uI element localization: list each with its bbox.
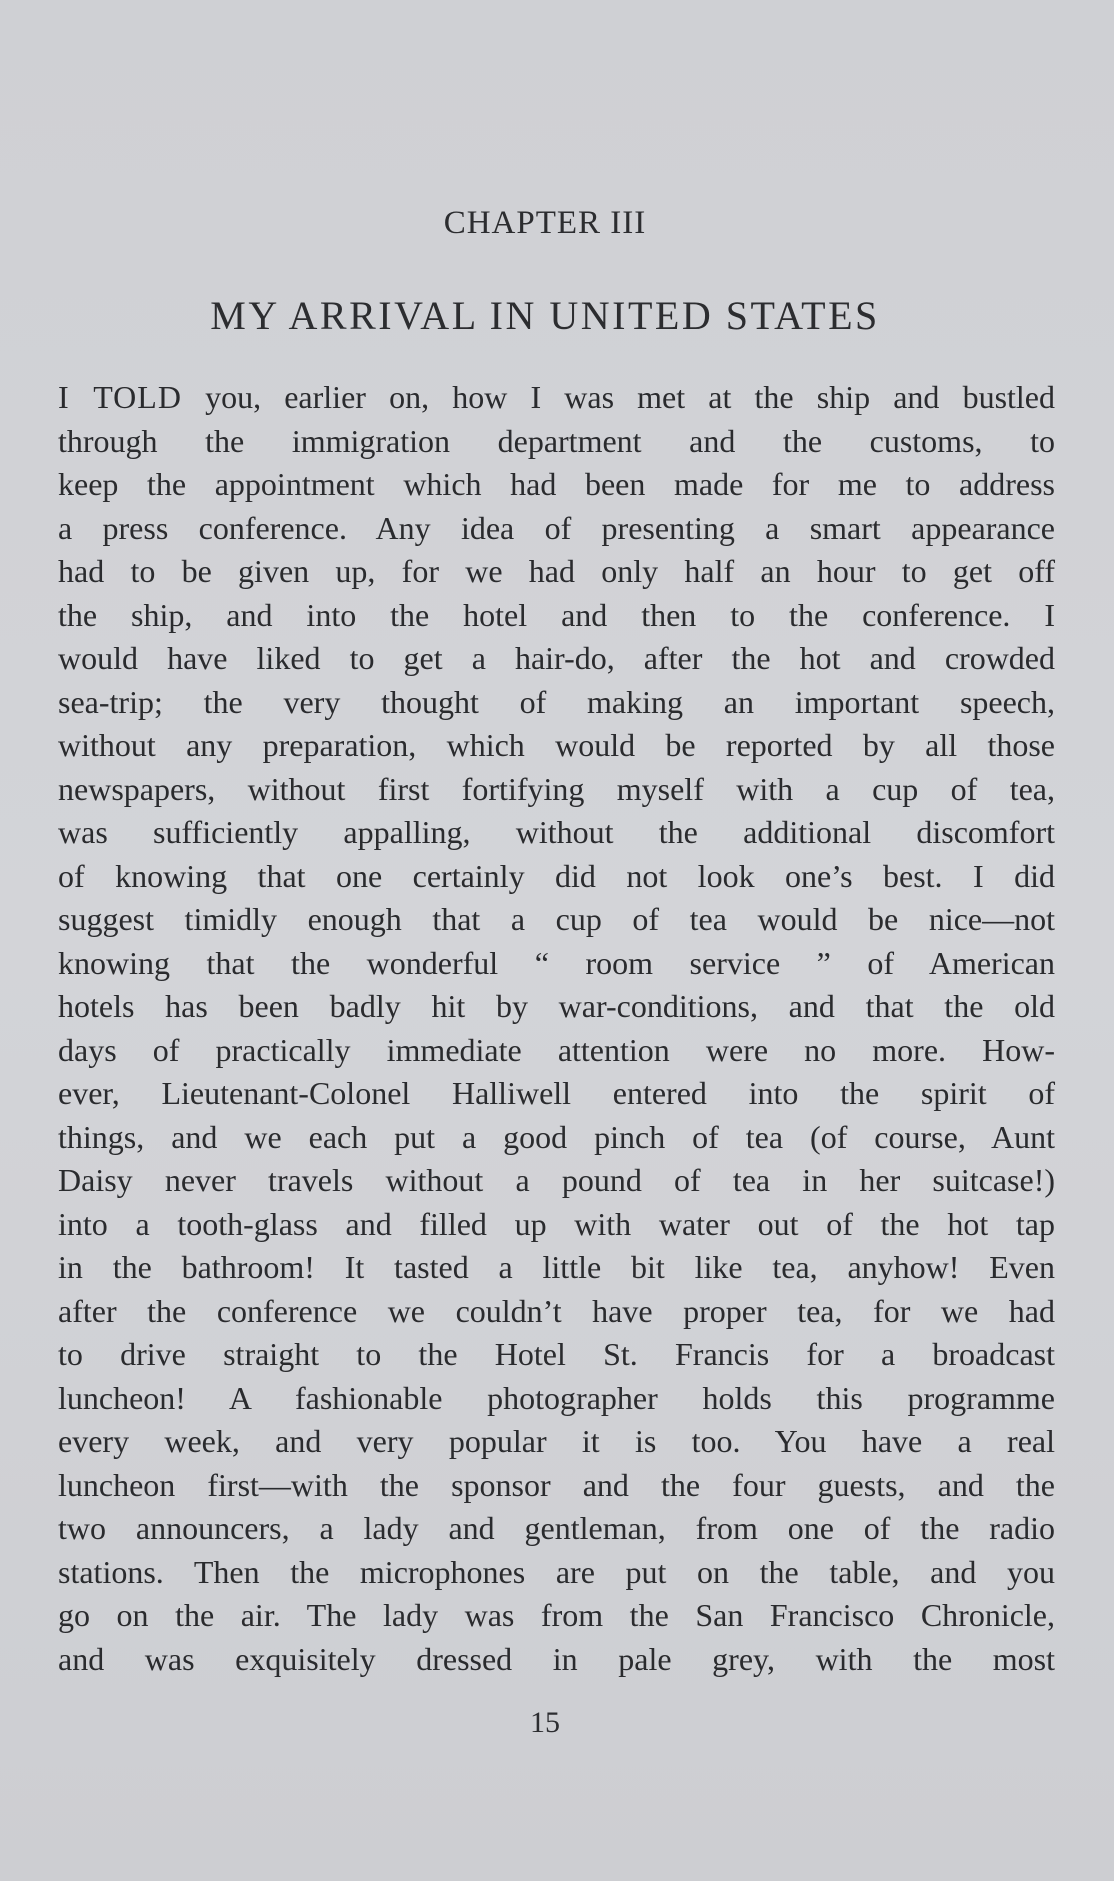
body-line: of knowing that one certainly did not look one’s best. I did: [58, 857, 1055, 894]
body-line: through the immigration department and the customs, to: [58, 422, 1055, 459]
body-line: would have liked to get a hair-do, after the hot and crowded: [58, 640, 1055, 676]
body-line: had to be given up, for we had only half an hour to get off: [58, 553, 1055, 589]
chapter-title: MY ARRIVAL IN UNITED STATES: [210, 293, 880, 338]
body-line: into a tooth-glass and filled up with water out of the hot tap: [58, 1205, 1055, 1242]
body-line: things, and we each put a good pinch of tea (of course, Aunt: [58, 1118, 1055, 1155]
chapter-label: CHAPTER III: [443, 205, 647, 241]
body-line: I TOLD you, earlier on, how I was met at the ship and bustled: [58, 379, 1056, 415]
body-line: knowing that the wonderful “ room service ” of American: [58, 944, 1055, 981]
body-line: after the conference we couldn’t have proper tea, for we had: [58, 1292, 1055, 1329]
body-line: Daisy never travels without a pound of tea in her suitcase!): [58, 1162, 1055, 1198]
body-line: newspapers, without first fortifying myself with a cup of tea,: [58, 770, 1055, 807]
body-line: keep the appointment which had been made for me to address: [58, 466, 1055, 502]
body-line: sea-trip; the very thought of making an important speech,: [58, 683, 1055, 720]
body-line: and was exquisitely dressed in pale grey, with the most: [58, 1640, 1055, 1677]
opening-words: I TOLD: [58, 379, 182, 415]
body-line: the ship, and into the hotel and then to the conference. I: [58, 596, 1055, 633]
body-line: luncheon first—with the sponsor and the four guests, and the: [58, 1466, 1055, 1503]
page-number: 15: [530, 1706, 560, 1739]
body-line: luncheon! A fashionable photographer holds this programme: [58, 1379, 1055, 1416]
body-line: stations. Then the microphones are put on the table, and you: [58, 1553, 1055, 1590]
body-line: was sufficiently appalling, without the additional discomfort: [58, 814, 1055, 850]
body-line: to drive straight to the Hotel St. Francis for a broadcast: [58, 1336, 1055, 1372]
body-line: without any preparation, which would be reported by all those: [58, 727, 1055, 763]
body-line: hotels has been badly hit by war-conditions, and that the old: [58, 988, 1055, 1024]
body-line: a press conference. Any idea of presenting a smart appearance: [58, 509, 1055, 546]
body-line: two announcers, a lady and gentleman, from one of the radio: [58, 1510, 1055, 1546]
body-line: in the bathroom! It tasted a little bit like tea, anyhow! Even: [58, 1249, 1055, 1285]
body-line: suggest timidly enough that a cup of tea would be nice—not: [58, 901, 1055, 937]
body-line: every week, and very popular it is too. You have a real: [58, 1423, 1055, 1459]
body-line: ever, Lieutenant-Colonel Halliwell entered into the spirit of: [58, 1075, 1055, 1111]
body-line: days of practically immediate attention were no more. How-: [58, 1031, 1055, 1068]
body-text: [58, 376, 1055, 1681]
body-line: go on the air. The lady was from the San Francisco Chronicle,: [58, 1597, 1055, 1633]
